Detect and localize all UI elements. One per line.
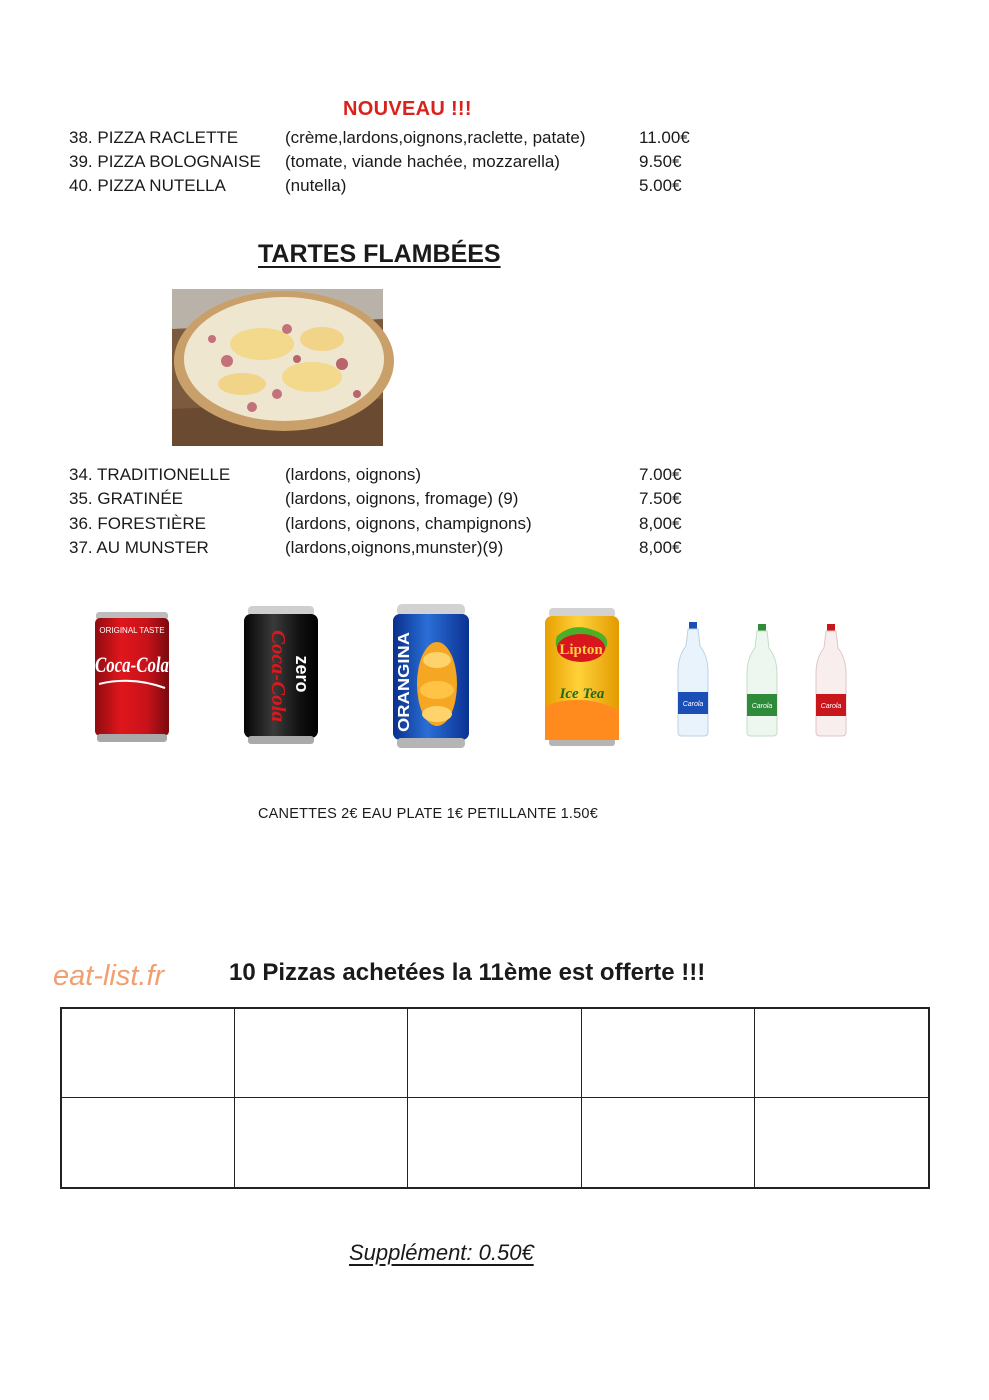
menu-item <box>69 465 769 489</box>
water-bottle-green <box>745 622 779 738</box>
bottle-label: Carola <box>682 701 704 708</box>
item-name: 34. TRADITIONELLE <box>69 465 231 484</box>
bottle-label: Carola <box>820 703 842 710</box>
item-price: 11.00€ <box>639 128 690 147</box>
can-logo: ORANGINA <box>396 644 413 732</box>
lipton-ice-tea-can <box>543 606 621 748</box>
stamp-box <box>408 1098 581 1187</box>
can-logo: Coca-Cola <box>267 630 289 718</box>
watermark: eat-list.fr <box>53 960 165 992</box>
loyalty-title: 10 Pizzas achetées la 11ème est offerte !!! <box>229 959 706 986</box>
stamp-box <box>235 1009 408 1098</box>
item-price: 7.50€ <box>639 489 682 508</box>
water-bottle-red <box>814 622 848 738</box>
orangina-can <box>391 602 471 750</box>
item-name: 38. PIZZA RACLETTE <box>69 128 239 147</box>
menu-item <box>69 538 769 562</box>
stamp-box <box>62 1009 235 1098</box>
item-name: 36. FORESTIÈRE <box>69 514 206 533</box>
supplement-note: Supplément: 0.50€ <box>349 1240 534 1265</box>
stamp-box <box>582 1009 755 1098</box>
item-price: 9.50€ <box>639 152 682 171</box>
stamp-box <box>408 1009 581 1098</box>
item-price: 8,00€ <box>639 538 682 557</box>
tartes-title: TARTES FLAMBÉES <box>258 240 501 268</box>
item-name: 37. AU MUNSTER <box>69 538 209 557</box>
stamp-box <box>755 1009 928 1098</box>
water-bottle-plate <box>676 620 710 738</box>
tarte-flambee-photo <box>172 289 383 446</box>
item-name: 39. PIZZA BOLOGNAISE <box>69 152 261 171</box>
item-description: (lardons, oignons, champignons) <box>285 514 532 533</box>
bottle-label: Carola <box>751 703 773 710</box>
stamp-box <box>582 1098 755 1187</box>
item-description: (lardons, oignons, fromage) (9) <box>285 489 519 508</box>
item-description: (tomate, viande hachée, mozzarella) <box>285 152 560 171</box>
menu-item <box>69 152 769 176</box>
drinks-price-caption: CANETTES 2€ EAU PLATE 1€ PETILLANTE 1.50€ <box>258 806 598 822</box>
nouveau-heading: NOUVEAU !!! <box>343 98 472 120</box>
loyalty-stamp-grid <box>60 1007 930 1189</box>
item-description: (crème,lardons,oignons,raclette, patate) <box>285 128 586 147</box>
stamp-box <box>62 1098 235 1187</box>
menu-item <box>69 128 769 152</box>
item-description: (lardons,oignons,munster)(9) <box>285 538 504 557</box>
menu-item <box>69 176 769 200</box>
coca-cola-can <box>93 608 171 744</box>
item-description: (nutella) <box>285 176 347 195</box>
item-price: 8,00€ <box>639 514 682 533</box>
item-name: 40. PIZZA NUTELLA <box>69 176 226 195</box>
can-logo: Lipton <box>559 642 603 658</box>
menu-item <box>69 489 769 513</box>
item-description: (lardons, oignons) <box>285 465 422 484</box>
can-zero-text: zero <box>292 655 312 693</box>
menu-item <box>69 514 769 538</box>
coca-cola-zero-can <box>242 604 320 746</box>
stamp-box <box>755 1098 928 1187</box>
can-tagline: ORIGINAL TASTE <box>99 626 165 635</box>
item-price: 5.00€ <box>639 176 682 195</box>
item-name: 35. GRATINÉE <box>69 489 183 508</box>
item-price: 7.00€ <box>639 465 682 484</box>
stamp-box <box>235 1098 408 1187</box>
can-logo: Coca-Cola <box>95 652 169 677</box>
can-subtitle: Ice Tea <box>559 686 605 702</box>
